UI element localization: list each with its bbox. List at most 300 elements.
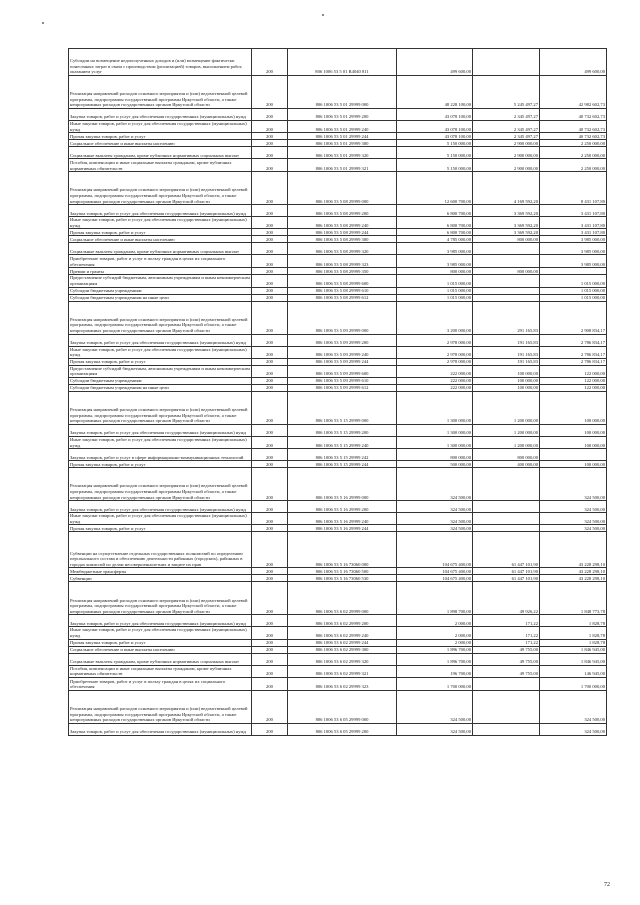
approved-amount-cell: 1 300 000,00 (397, 424, 473, 436)
unexecuted-amount-cell: 324 500,00 (540, 501, 607, 513)
executed-amount-cell: 2 345 497,27 (473, 121, 540, 133)
executed-amount-cell: 2 345 497,27 (473, 109, 540, 121)
expense-name-cell: Прочая закупка товаров, работ и услуг (69, 229, 252, 236)
budget-classification-code-cell: 806 1006 53 5 08 29999 000 (288, 172, 397, 205)
executed-amount-cell: 2 345 497,27 (473, 133, 540, 140)
expense-name-cell: Предоставление субсидий бюджетным, автономным учреждениям и иным некоммерческим организациям (70, 365, 250, 377)
table-body (69, 49, 607, 736)
approved-amount-cell: 800 000,00 (397, 449, 473, 461)
expense-name-cell: Прочая закупка товаров, работ и услуг (69, 525, 252, 532)
budget-classification-code-cell: 806 1006 53 5 01 29999 000 (288, 76, 397, 109)
approved-amount-cell: 104 675 400,00 (397, 532, 473, 568)
expense-name-cell: Закупка товаров, работ и услуг для обеспечения государственных (муниципальных) нужд (69, 723, 252, 735)
table-row (69, 301, 607, 334)
table-row (69, 109, 607, 121)
unexecuted-amount-cell: 2 250 000,00 (540, 140, 607, 147)
expense-name-cell: Реализация направлений расходов основного мероприятия и (или) ведомственной целевой программы, подпрограммы государственной программы Иркутской области, а также непрограммных расходов государственных органов Иркутской области (69, 690, 252, 723)
line-code-cell: 200 (252, 346, 288, 358)
executed-amount-cell: 400 000,00 (473, 461, 540, 468)
expense-name-cell: Иные закупки товаров, работ и услуг для обеспечения государственных (муниципальных) нужд (69, 627, 252, 639)
approved-amount-cell: 1 300 000,00 (397, 436, 473, 448)
unexecuted-amount-cell: 100 000,00 (540, 424, 607, 436)
unexecuted-amount-cell: 2 908 834,17 (540, 301, 607, 334)
budget-classification-code-cell: 806 1006 53 5 16 29999 240 (288, 513, 397, 525)
expense-name-cell: Социальные выплаты гражданам, кроме публичных нормативных социальных выплат (69, 653, 252, 665)
line-code-cell: 200 (252, 424, 288, 436)
unexecuted-amount-cell: 1 015 000,00 (540, 294, 607, 301)
unexecuted-amount-cell: 1 848 773,78 (540, 582, 607, 615)
approved-amount-cell: 1 896 700,00 (397, 653, 473, 665)
table-row (69, 159, 607, 172)
expense-name-cell: Приобретение товаров, работ и услуг в пользу граждан в целях их социального обеспечения (69, 677, 252, 690)
executed-amount-cell: 100 000,00 (473, 365, 540, 377)
unexecuted-amount-cell: 1 846 945,00 (540, 653, 607, 665)
executed-amount-cell: 171,22 (473, 639, 540, 646)
table-row (69, 49, 607, 76)
budget-classification-code-cell: 806 1006 53 5 08 29999 612 (288, 294, 397, 301)
line-code-cell: 200 (252, 653, 288, 665)
executed-amount-cell: 800 000,00 (473, 236, 540, 243)
line-code-cell: 200 (252, 449, 288, 461)
budget-classification-code-cell: 806 1006 53 5 08 29999 350 (288, 268, 397, 275)
approved-amount-cell: 1 015 000,00 (397, 287, 473, 294)
approved-amount-cell: 324 500,00 (397, 690, 473, 723)
unexecuted-amount-cell: 1 700 000,00 (540, 677, 607, 690)
unexecuted-amount-cell: 40 732 602,73 (540, 121, 607, 133)
table-row (69, 532, 607, 568)
budget-classification-code-cell: 806 1006 53 5 08 29999 320 (288, 243, 397, 255)
expense-name-cell: Прочая закупка товаров, работ и услуг (69, 133, 252, 140)
approved-amount-cell: 196 700,00 (397, 665, 473, 677)
budget-classification-code-cell: 806 1006 53 5 08 29999 600 (288, 275, 397, 287)
line-code-cell: 200 (252, 334, 288, 346)
executed-amount-cell: 191 165,83 (473, 358, 540, 365)
table-row (69, 275, 607, 287)
budget-classification-code-cell: 806 1006 53 5 08 29999 323 (288, 255, 397, 268)
approved-amount-cell: 324 500,00 (397, 513, 473, 525)
expense-name-cell: Субсидии бюджетным учреждениям (69, 377, 252, 384)
line-code-cell: 200 (252, 301, 288, 334)
approved-amount-cell: 1 700 000,00 (397, 677, 473, 690)
table-row (69, 653, 607, 665)
executed-amount-cell: 49 755,00 (473, 646, 540, 653)
unexecuted-amount-cell: 122 000,00 (540, 377, 607, 384)
executed-amount-cell (473, 690, 540, 723)
budget-classification-code-cell: 806 1006 53 5 09 29999 600 (288, 365, 397, 377)
unexecuted-amount-cell: 43 228 298,10 (540, 568, 607, 575)
approved-amount-cell: 499 600,00 (397, 49, 473, 76)
approved-amount-cell: 6 800 700,00 (397, 217, 473, 229)
budget-classification-code-cell: 806 1006 53 5 08 29999 610 (288, 287, 397, 294)
unexecuted-amount-cell: 122 000,00 (540, 384, 607, 391)
line-code-cell: 200 (252, 236, 288, 243)
unexecuted-amount-cell: 324 500,00 (540, 690, 607, 723)
table-row (69, 582, 607, 615)
table-row (69, 424, 607, 436)
line-code-cell: 200 (252, 49, 288, 76)
table-row (69, 243, 607, 255)
expense-name-cell: Закупка товаров, работ и услуг для обеспечения государственных (муниципальных) нужд (69, 501, 252, 513)
expense-name-cell: Субсидии бюджетным учреждениям на иные цели (69, 384, 252, 391)
unexecuted-amount-cell: 324 500,00 (540, 723, 607, 735)
unexecuted-amount-cell: 40 732 602,73 (540, 109, 607, 121)
expense-name-cell: Социальное обеспечение и иные выплаты населению (69, 646, 252, 653)
table-row (69, 723, 607, 735)
approved-amount-cell: 43 078 100,00 (397, 109, 473, 121)
expense-name-cell: Пособия, компенсации и иные социальные выплаты гражданам, кроме публичных нормативных обязательств (69, 159, 252, 172)
table-row (69, 140, 607, 147)
table-row (69, 172, 607, 205)
table-row (69, 665, 607, 677)
approved-amount-cell: 5 150 000,00 (397, 159, 473, 172)
unexecuted-amount-cell: 43 228 298,10 (540, 532, 607, 568)
unexecuted-amount-cell: 3 985 000,00 (540, 255, 607, 268)
line-code-cell: 200 (252, 275, 288, 287)
budget-classification-code-cell: 806 1006 53 5 01 29999 240 (288, 121, 397, 133)
expense-name-cell: Субсидии на возмещение недополученных доходов и (или) возмещение фактически понесенных затрат в связи с производством (реализацией) товаров, выполнением работ, оказанием услуг (69, 49, 252, 76)
expense-name-cell: Социальное обеспечение и иные выплаты населению (69, 236, 252, 243)
unexecuted-amount-cell (540, 449, 607, 461)
expense-name-cell: Реализация направлений расходов основного мероприятия и (или) ведомственной целевой программы, подпрограммы государственной программы Иркутской области, а также непрограммных расходов государственных органов Иркутской области (69, 582, 252, 615)
budget-classification-code-cell: 806 1006 53 5 15 29999 000 (288, 391, 397, 424)
executed-amount-cell: 2 900 000,00 (473, 147, 540, 159)
budget-classification-code-cell: 806 1006 53 5 08 29999 200 (288, 205, 397, 217)
expense-name-cell: Закупка товаров, работ и услуг для обеспечения государственных (муниципальных) нужд (69, 109, 252, 121)
budget-classification-code-cell: 806 1006 53 6 02 29999 320 (288, 653, 397, 665)
unexecuted-amount-cell: 8 431 107,80 (540, 172, 607, 205)
executed-amount-cell (473, 287, 540, 294)
expense-name-cell: Предоставление субсидий бюджетным, автономным учреждениям и иным некоммерческим организациям (70, 275, 250, 286)
line-code-cell: 200 (252, 159, 288, 172)
table-row (69, 513, 607, 525)
budget-classification-code-cell: 806 1006 53 5 15 29999 200 (288, 424, 397, 436)
line-code-cell: 200 (252, 575, 288, 582)
unexecuted-amount-cell: 100 000,00 (540, 391, 607, 424)
unexecuted-amount-cell: 1 828,78 (540, 627, 607, 639)
unexecuted-amount-cell (540, 268, 607, 275)
table-row (69, 449, 607, 461)
unexecuted-amount-cell: 499 600,00 (540, 49, 607, 76)
budget-classification-code-cell: 806 1006 53 6 02 29999 300 (288, 646, 397, 653)
unexecuted-amount-cell: 146 945,00 (540, 665, 607, 677)
executed-amount-cell: 3 369 592,20 (473, 229, 540, 236)
line-code-cell: 200 (252, 391, 288, 424)
line-code-cell: 200 (252, 582, 288, 615)
scan-speck (42, 22, 44, 24)
scan-speck (322, 14, 324, 16)
table-row (69, 236, 607, 243)
table-row (69, 287, 607, 294)
table-row (69, 365, 607, 377)
expense-name-cell: Реализация направлений расходов основного мероприятия и (или) ведомственной целевой программы, подпрограммы государственной программы Иркутской области, а также непрограммных расходов государственных органов Иркутской области (69, 172, 252, 205)
budget-classification-code-cell: 806 1006 53 6 02 29999 321 (288, 665, 397, 677)
unexecuted-amount-cell: 3 431 107,80 (540, 217, 607, 229)
executed-amount-cell (473, 513, 540, 525)
approved-amount-cell: 500 000,00 (397, 461, 473, 468)
table-row (69, 294, 607, 301)
table-row (69, 627, 607, 639)
table-row (69, 646, 607, 653)
executed-amount-cell: 100 000,00 (473, 384, 540, 391)
budget-classification-code-cell: 806 1006 53 5 16 73060 530 (288, 575, 397, 582)
expense-name-cell: Прочая закупка товаров, работ и услуг (69, 461, 252, 468)
budget-classification-code-cell: 806 1006 53 5 01 29999 320 (288, 147, 397, 159)
line-code-cell: 200 (252, 205, 288, 217)
table-row (69, 391, 607, 424)
line-code-cell: 200 (252, 172, 288, 205)
budget-execution-table-container (68, 48, 606, 736)
budget-classification-code-cell: 806 1006 53 6 02 29999 000 (288, 582, 397, 615)
line-code-cell: 200 (252, 461, 288, 468)
approved-amount-cell: 3 985 000,00 (397, 255, 473, 268)
executed-amount-cell: 800 000,00 (473, 449, 540, 461)
unexecuted-amount-cell: 42 982 602,73 (540, 76, 607, 109)
approved-amount-cell: 43 078 100,00 (397, 133, 473, 140)
line-code-cell: 200 (252, 501, 288, 513)
unexecuted-amount-cell: 1 015 000,00 (540, 275, 607, 287)
line-code-cell: 200 (252, 243, 288, 255)
approved-amount-cell: 104 675 400,00 (397, 575, 473, 582)
line-code-cell: 200 (252, 365, 288, 377)
approved-amount-cell: 1 896 700,00 (397, 646, 473, 653)
executed-amount-cell: 2 900 000,00 (473, 159, 540, 172)
page-number: 72 (604, 882, 610, 888)
executed-amount-cell: 4 169 592,20 (473, 172, 540, 205)
expense-name-cell: Прочая закупка товаров, работ и услуг (69, 358, 252, 365)
unexecuted-amount-cell: 3 431 107,80 (540, 229, 607, 236)
table-row (69, 268, 607, 275)
executed-amount-cell: 61 447 101,90 (473, 532, 540, 568)
executed-amount-cell: 171,22 (473, 615, 540, 627)
line-code-cell: 200 (252, 468, 288, 501)
line-code-cell: 200 (252, 147, 288, 159)
budget-execution-table (68, 48, 607, 736)
approved-amount-cell: 324 500,00 (397, 525, 473, 532)
expense-name-cell: Иные закупки товаров, работ и услуг для обеспечения государственных (муниципальных) нужд (69, 121, 252, 133)
line-code-cell: 200 (252, 121, 288, 133)
expense-name-cell: Закупка товаров, работ и услуг для обеспечения государственных (муниципальных) нужд (69, 424, 252, 436)
unexecuted-amount-cell: 1 828,78 (540, 639, 607, 646)
executed-amount-cell: 1 200 000,00 (473, 424, 540, 436)
expense-name-cell: Субсидии бюджетным учреждениям на иные цели (69, 294, 252, 301)
budget-classification-code-cell: 806 1006 53 5 01 R4040 811 (288, 49, 397, 76)
line-code-cell: 200 (252, 436, 288, 448)
line-code-cell: 200 (252, 133, 288, 140)
unexecuted-amount-cell: 100 000,00 (540, 436, 607, 448)
budget-classification-code-cell: 806 1006 53 5 09 29999 244 (288, 358, 397, 365)
expense-name-cell: Социальные выплаты гражданам, кроме публичных нормативных социальных выплат (69, 243, 252, 255)
executed-amount-cell (473, 294, 540, 301)
approved-amount-cell: 324 500,00 (397, 468, 473, 501)
table-row (69, 501, 607, 513)
executed-amount-cell: 1 200 000,00 (473, 391, 540, 424)
executed-amount-cell (473, 49, 540, 76)
line-code-cell: 200 (252, 723, 288, 735)
line-code-cell: 200 (252, 677, 288, 690)
unexecuted-amount-cell: 1 828,78 (540, 615, 607, 627)
expense-name-cell: Премии и гранты (69, 268, 252, 275)
executed-amount-cell (473, 525, 540, 532)
expense-name-cell: Субсидии бюджетным учреждениям (69, 287, 252, 294)
table-row (69, 436, 607, 448)
approved-amount-cell: 800 000,00 (397, 268, 473, 275)
expense-name-cell: Межбюджетные трансферты (69, 568, 252, 575)
line-code-cell: 200 (252, 109, 288, 121)
approved-amount-cell: 5 150 000,00 (397, 140, 473, 147)
executed-amount-cell (473, 501, 540, 513)
table-row (69, 229, 607, 236)
budget-classification-code-cell: 806 1006 53 5 16 73060 000 (288, 532, 397, 568)
table-row (69, 575, 607, 582)
approved-amount-cell: 3 985 000,00 (397, 243, 473, 255)
executed-amount-cell: 100 000,00 (473, 377, 540, 384)
expense-name-cell: Субвенции (69, 575, 252, 582)
approved-amount-cell: 222 000,00 (397, 384, 473, 391)
table-row (69, 205, 607, 217)
unexecuted-amount-cell: 2 250 000,00 (540, 147, 607, 159)
expense-name-cell: Социальные выплаты гражданам, кроме публичных нормативных социальных выплат (69, 147, 252, 159)
table-row (69, 217, 607, 229)
budget-classification-code-cell: 806 1006 53 6 02 29999 244 (288, 639, 397, 646)
line-code-cell: 200 (252, 525, 288, 532)
table-row (69, 639, 607, 646)
table-row (69, 568, 607, 575)
unexecuted-amount-cell: 2 786 834,17 (540, 334, 607, 346)
line-code-cell: 200 (252, 287, 288, 294)
unexecuted-amount-cell: 324 500,00 (540, 525, 607, 532)
executed-amount-cell: 191 165,83 (473, 346, 540, 358)
executed-amount-cell (473, 275, 540, 287)
executed-amount-cell: 291 165,83 (473, 301, 540, 334)
executed-amount-cell: 5 245 497,27 (473, 76, 540, 109)
expense-name-cell: Закупка товаров, работ и услуг для обеспечения государственных (муниципальных) нужд (69, 205, 252, 217)
table-row (69, 384, 607, 391)
budget-classification-code-cell: 806 1006 53 6 05 29999 000 (288, 690, 397, 723)
approved-amount-cell: 43 078 100,00 (397, 121, 473, 133)
expense-name-cell: Иные закупки товаров, работ и услуг для обеспечения государственных (муниципальных) нужд (69, 346, 252, 358)
executed-amount-cell: 171,22 (473, 627, 540, 639)
unexecuted-amount-cell: 1 015 000,00 (540, 287, 607, 294)
expense-name-cell: Реализация направлений расходов основного мероприятия и (или) ведомственной целевой программы, подпрограммы государственной программы Иркутской области, а также непрограммных расходов государственных органов Иркутской области (69, 468, 252, 501)
line-code-cell: 200 (252, 140, 288, 147)
budget-classification-code-cell: 806 1006 53 6 05 29999 200 (288, 723, 397, 735)
executed-amount-cell: 49 926,22 (473, 582, 540, 615)
budget-classification-code-cell: 806 1006 53 5 16 29999 200 (288, 501, 397, 513)
line-code-cell: 200 (252, 646, 288, 653)
executed-amount-cell (473, 255, 540, 268)
expense-name-cell: Приобретение товаров, работ и услуг в пользу граждан в целях их социального обеспечения (69, 255, 252, 268)
approved-amount-cell: 6 800 700,00 (397, 205, 473, 217)
table-row (69, 255, 607, 268)
approved-amount-cell: 324 500,00 (397, 723, 473, 735)
approved-amount-cell: 6 800 700,00 (397, 229, 473, 236)
unexecuted-amount-cell: 40 732 602,73 (540, 133, 607, 140)
approved-amount-cell: 2 978 000,00 (397, 346, 473, 358)
budget-classification-code-cell: 806 1006 53 5 16 29999 244 (288, 525, 397, 532)
budget-classification-code-cell: 806 1006 53 6 02 29999 200 (288, 615, 397, 627)
line-code-cell: 200 (252, 268, 288, 275)
approved-amount-cell: 5 150 000,00 (397, 147, 473, 159)
budget-classification-code-cell: 806 1006 53 5 08 29999 244 (288, 229, 397, 236)
table-row (69, 346, 607, 358)
line-code-cell: 200 (252, 639, 288, 646)
expense-name-cell: Реализация направлений расходов основного мероприятия и (или) ведомственной целевой программы, подпрограммы государственной программы Иркутской области, а также непрограммных расходов государственных органов Иркутской области (69, 391, 252, 424)
budget-classification-code-cell: 806 1006 53 5 08 29999 240 (288, 217, 397, 229)
budget-classification-code-cell: 806 1006 53 5 15 29999 240 (288, 436, 397, 448)
line-code-cell: 200 (252, 615, 288, 627)
table-row (69, 615, 607, 627)
line-code-cell: 200 (252, 532, 288, 568)
line-code-cell: 200 (252, 627, 288, 639)
unexecuted-amount-cell: 100 000,00 (540, 461, 607, 468)
executed-amount-cell: 3 369 592,20 (473, 217, 540, 229)
expense-name-cell: Реализация направлений расходов основного мероприятия и (или) ведомственной целевой программы, подпрограммы государственной программы Иркутской области, а также непрограммных расходов государственных органов Иркутской области (69, 76, 252, 109)
unexecuted-amount-cell: 3 431 107,80 (540, 205, 607, 217)
unexecuted-amount-cell: 1 846 945,00 (540, 646, 607, 653)
unexecuted-amount-cell: 3 985 000,00 (540, 236, 607, 243)
executed-amount-cell: 61 447 101,90 (473, 575, 540, 582)
budget-classification-code-cell: 806 1006 53 5 01 29999 200 (288, 109, 397, 121)
table-row (69, 121, 607, 133)
table-row (69, 358, 607, 365)
approved-amount-cell: 12 600 700,00 (397, 172, 473, 205)
budget-classification-code-cell: 806 1006 53 5 09 29999 610 (288, 377, 397, 384)
approved-amount-cell: 1 898 700,00 (397, 582, 473, 615)
unexecuted-amount-cell: 2 250 000,00 (540, 159, 607, 172)
table-row (69, 677, 607, 690)
executed-amount-cell: 1 200 000,00 (473, 436, 540, 448)
approved-amount-cell: 2 000,00 (397, 639, 473, 646)
approved-amount-cell: 222 000,00 (397, 365, 473, 377)
approved-amount-cell: 1 015 000,00 (397, 294, 473, 301)
executed-amount-cell (473, 723, 540, 735)
line-code-cell: 200 (252, 294, 288, 301)
line-code-cell: 200 (252, 690, 288, 723)
table-row (69, 690, 607, 723)
approved-amount-cell: 324 500,00 (397, 501, 473, 513)
line-code-cell: 200 (252, 76, 288, 109)
table-row (69, 147, 607, 159)
approved-amount-cell: 104 675 400,00 (397, 568, 473, 575)
budget-classification-code-cell: 806 1006 53 5 01 29999 321 (288, 159, 397, 172)
approved-amount-cell: 4 785 000,00 (397, 236, 473, 243)
approved-amount-cell: 2 978 000,00 (397, 358, 473, 365)
expense-name-cell: Иные закупки товаров, работ и услуг для обеспечения государственных (муниципальных) нужд (69, 217, 252, 229)
expense-name-cell: Закупка товаров, работ и услуг для обеспечения государственных (муниципальных) нужд (69, 615, 252, 627)
expense-name-cell: Социальное обеспечение и иные выплаты населению (69, 140, 252, 147)
line-code-cell: 200 (252, 665, 288, 677)
budget-classification-code-cell: 806 1006 53 5 15 29999 242 (288, 449, 397, 461)
executed-amount-cell: 800 000,00 (473, 268, 540, 275)
unexecuted-amount-cell: 2 786 834,17 (540, 346, 607, 358)
approved-amount-cell: 2 000,00 (397, 615, 473, 627)
executed-amount-cell (473, 677, 540, 690)
approved-amount-cell: 1 015 000,00 (397, 275, 473, 287)
approved-amount-cell: 222 000,00 (397, 377, 473, 384)
executed-amount-cell (473, 468, 540, 501)
unexecuted-amount-cell: 324 500,00 (540, 468, 607, 501)
budget-classification-code-cell: 806 1006 53 5 09 29999 240 (288, 346, 397, 358)
budget-classification-code-cell: 806 1006 53 5 16 29999 000 (288, 468, 397, 501)
expense-name-cell: Субвенции на осуществление отдельных государственных полномочий по определению персонального состава и обеспечению деятельности районных (городских), районных в городах комиссий по делам несовершеннолетних и защите их прав (69, 532, 252, 568)
table-row (69, 133, 607, 140)
budget-classification-code-cell: 806 1006 53 5 09 29999 612 (288, 384, 397, 391)
line-code-cell: 200 (252, 568, 288, 575)
table-row (69, 377, 607, 384)
line-code-cell: 200 (252, 384, 288, 391)
expense-name-cell: Прочая закупка товаров, работ и услуг (69, 639, 252, 646)
budget-classification-code-cell: 806 1006 53 5 15 29999 244 (288, 461, 397, 468)
